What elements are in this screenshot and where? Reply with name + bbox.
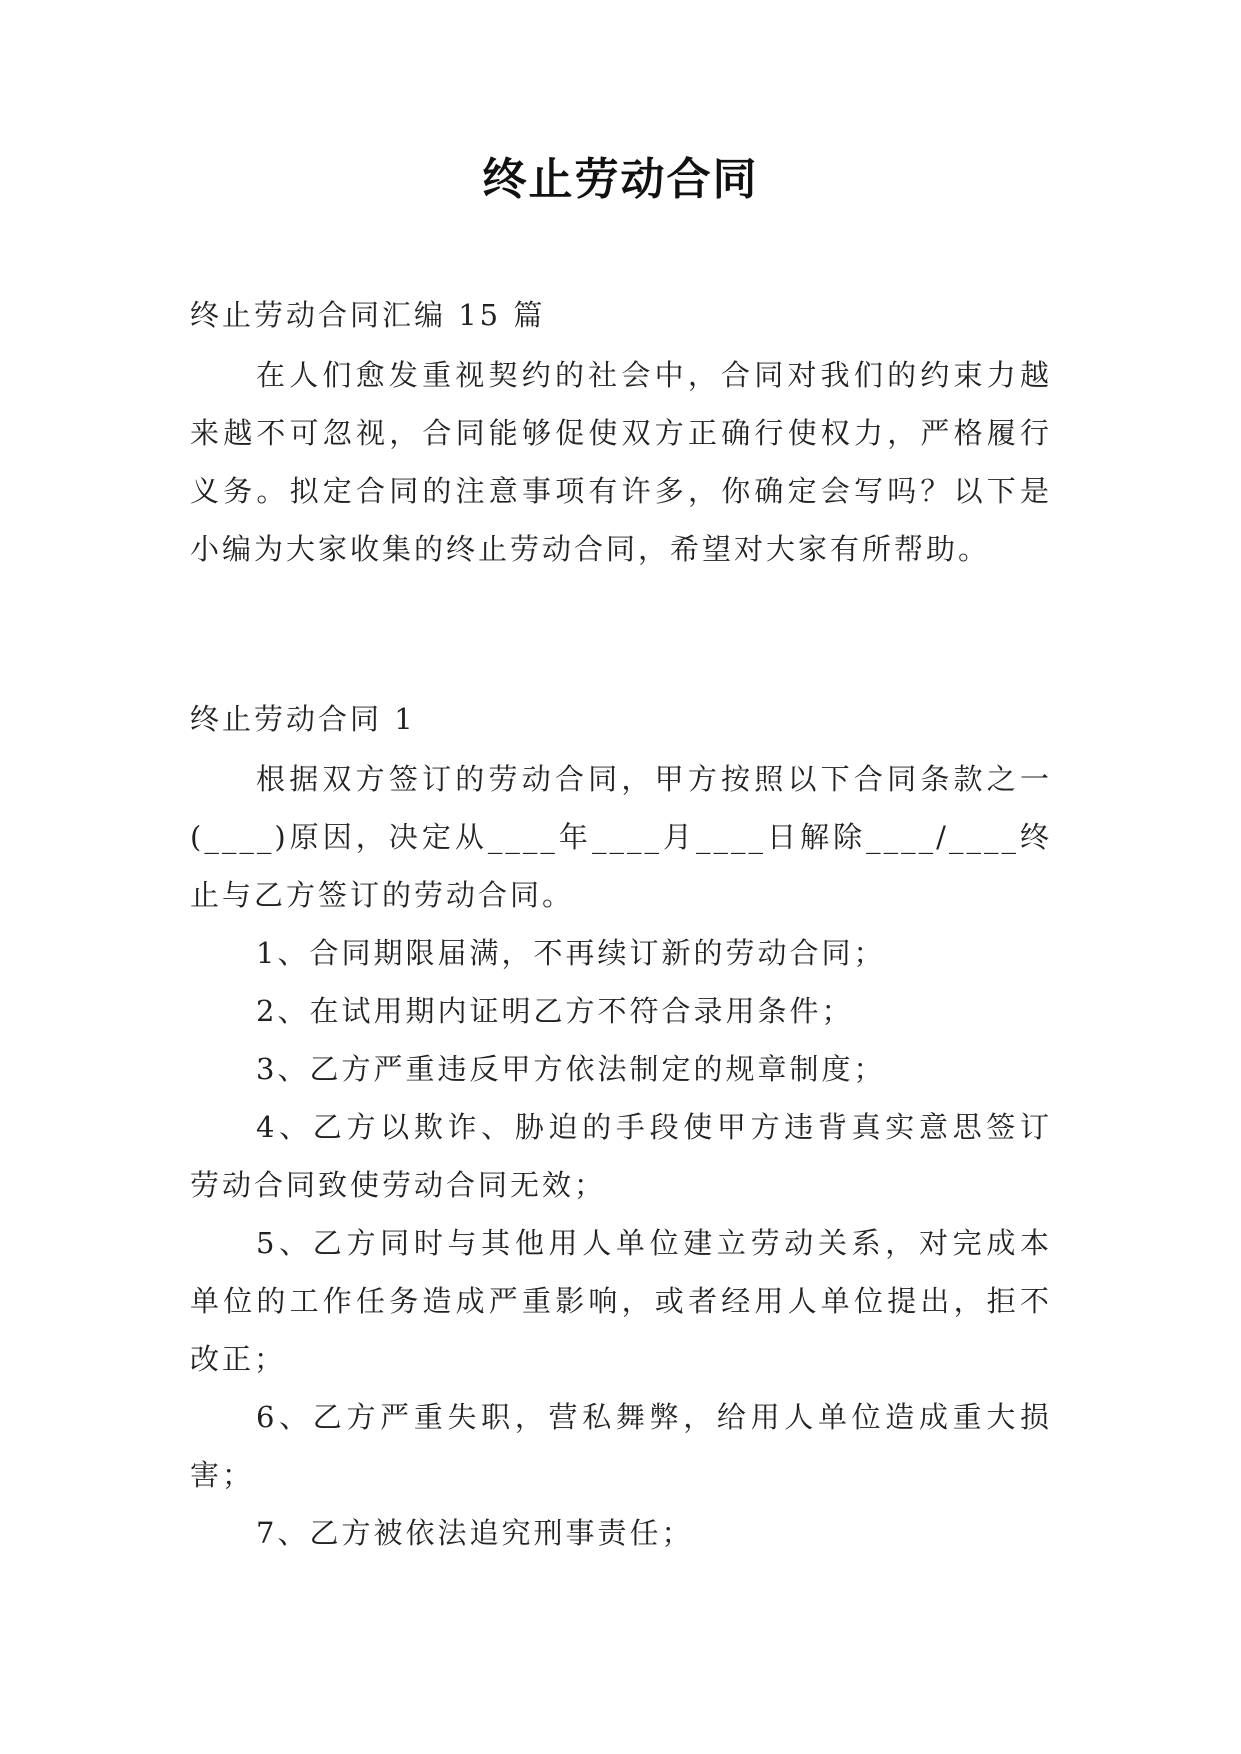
section-heading-text: 终止劳动合同 1 <box>190 702 416 736</box>
section-line: (____)原因，决定从____年____月____日解除____/____终 <box>190 820 1052 854</box>
section-line: 止与乙方签订的劳动合同。 <box>190 878 575 912</box>
clause-item: 5、乙方同时与其他用人单位建立劳动关系，对完成本 <box>256 1226 1052 1260</box>
clause-item: 4、乙方以欺诈、胁迫的手段使甲方违背真实意思签订 <box>256 1110 1052 1144</box>
intro-line: 在人们愈发重视契约的社会中，合同对我们的约束力越 <box>256 358 1052 392</box>
clause-item: 3、乙方严重违反甲方依法制定的规章制度； <box>256 1052 886 1086</box>
section-body <box>190 750 1052 1562</box>
intro-line: 来越不可忽视，合同能够促使双方正确行使权力，严格履行 <box>190 416 1052 450</box>
clause-item-continuation: 劳动合同致使劳动合同无效； <box>190 1168 607 1202</box>
clause-item: 7、乙方被依法追究刑事责任； <box>256 1516 694 1550</box>
section-heading <box>190 690 1052 748</box>
subtitle-text: 终止劳动合同汇编 15 篇 <box>190 298 546 332</box>
intro-line: 小编为大家收集的终止劳动合同，希望对大家有所帮助。 <box>190 532 991 566</box>
document-subtitle <box>190 286 1052 344</box>
clause-item: 1、合同期限届满，不再续订新的劳动合同； <box>256 936 886 970</box>
intro-paragraph <box>190 346 1052 578</box>
clause-item-continuation: 害； <box>190 1458 255 1492</box>
section-line: 根据双方签订的劳动合同，甲方按照以下合同条款之一 <box>256 762 1052 796</box>
document-title: 终止劳动合同 <box>482 154 759 205</box>
clause-item: 2、在试用期内证明乙方不符合录用条件； <box>256 994 854 1028</box>
clause-item: 6、乙方严重失职，营私舞弊，给用人单位造成重大损 <box>256 1400 1052 1434</box>
clause-item-continuation: 改正； <box>190 1342 287 1376</box>
intro-line: 义务。拟定合同的注意事项有许多，你确定会写吗？以下是 <box>190 474 1052 508</box>
clause-item-continuation: 单位的工作任务造成严重影响，或者经用人单位提出，拒不 <box>190 1284 1052 1318</box>
